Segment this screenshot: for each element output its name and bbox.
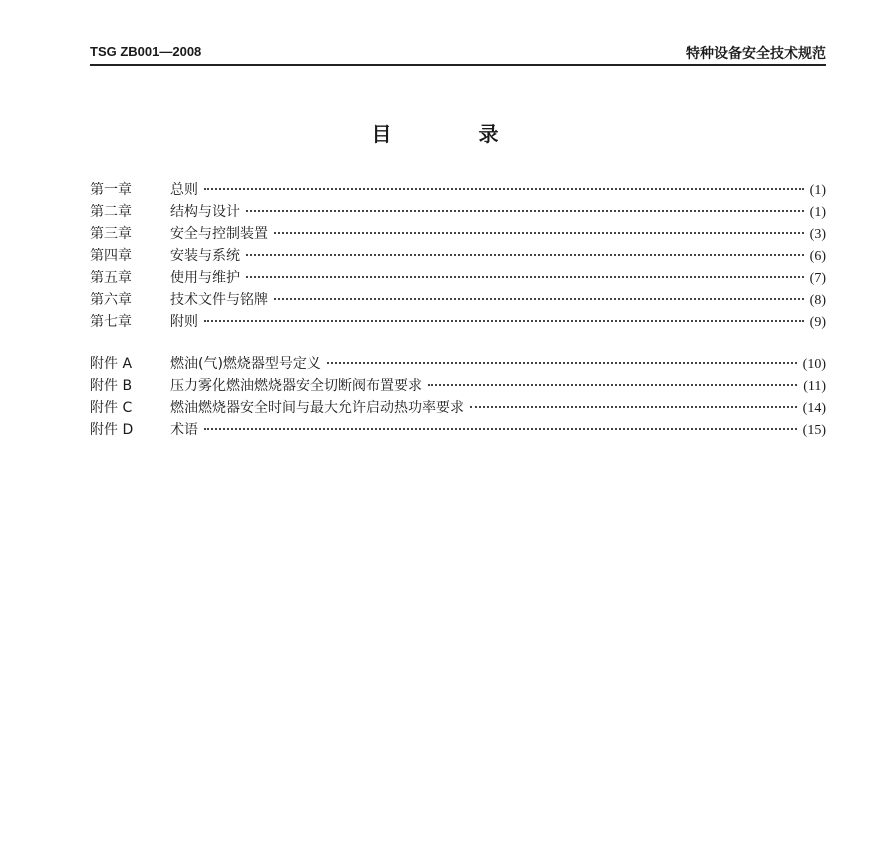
leader-dots bbox=[204, 188, 804, 190]
toc-entry[interactable] bbox=[90, 397, 826, 419]
entry-label: 附件 A bbox=[90, 356, 133, 372]
entry-label: 附件 C bbox=[90, 400, 133, 416]
leader-dots bbox=[204, 428, 797, 430]
leader-dots bbox=[246, 276, 804, 278]
toc-entry[interactable] bbox=[90, 419, 826, 441]
entry-page: (6) bbox=[809, 249, 826, 264]
toc-entry[interactable] bbox=[90, 311, 826, 333]
entry-title: 结构与设计 bbox=[170, 204, 240, 220]
entry-title: 安全与控制装置 bbox=[170, 226, 268, 242]
entry-label: 第七章 bbox=[90, 314, 132, 330]
entry-title: 总则 bbox=[170, 182, 198, 198]
entry-page: (3) bbox=[809, 227, 826, 242]
page-header bbox=[90, 42, 826, 66]
entry-title: 术语 bbox=[170, 422, 198, 438]
entry-title: 技术文件与铭牌 bbox=[170, 292, 268, 308]
leader-dots bbox=[428, 384, 797, 386]
toc-entry[interactable] bbox=[90, 267, 826, 289]
entry-page: (10) bbox=[802, 357, 826, 372]
entry-label: 附件 D bbox=[90, 422, 134, 438]
entry-page: (1) bbox=[809, 205, 826, 220]
entry-page: (9) bbox=[809, 315, 826, 330]
entry-label: 第三章 bbox=[90, 226, 132, 242]
chapter-list bbox=[90, 179, 826, 333]
leader-dots bbox=[204, 320, 804, 322]
series-title: 特种设备安全技术规范 bbox=[686, 46, 826, 62]
entry-page: (7) bbox=[809, 271, 826, 286]
entry-page: (1) bbox=[809, 183, 826, 198]
annex-list bbox=[90, 353, 826, 441]
standard-code: TSG ZB001—2008 bbox=[90, 44, 202, 59]
entry-label: 第二章 bbox=[90, 204, 132, 220]
entry-label: 第六章 bbox=[90, 292, 132, 308]
toc-entry[interactable] bbox=[90, 289, 826, 311]
toc-entry[interactable] bbox=[90, 179, 826, 201]
toc-entry[interactable] bbox=[90, 375, 826, 397]
entry-label: 第四章 bbox=[90, 248, 132, 264]
entry-page: (11) bbox=[803, 379, 826, 394]
entry-title: 安装与系统 bbox=[170, 248, 240, 264]
leader-dots bbox=[246, 210, 804, 212]
entry-title: 燃油(气)燃烧器型号定义 bbox=[170, 356, 321, 372]
leader-dots bbox=[274, 298, 804, 300]
entry-page: (8) bbox=[809, 293, 826, 308]
entry-page: (14) bbox=[802, 401, 826, 416]
leader-dots bbox=[246, 254, 804, 256]
entry-title: 附则 bbox=[170, 314, 198, 330]
leader-dots bbox=[327, 362, 797, 364]
entry-title: 使用与维护 bbox=[170, 270, 240, 286]
entry-title: 燃油燃烧器安全时间与最大允许启动热功率要求 bbox=[170, 400, 464, 416]
entry-title: 压力雾化燃油燃烧器安全切断阀布置要求 bbox=[170, 378, 422, 394]
entry-label: 第五章 bbox=[90, 270, 132, 286]
entry-label: 第一章 bbox=[90, 182, 132, 198]
entry-label: 附件 B bbox=[90, 378, 133, 394]
toc-entry[interactable] bbox=[90, 201, 826, 223]
toc-entry[interactable] bbox=[90, 245, 826, 267]
toc-entry[interactable] bbox=[90, 353, 826, 375]
entry-page: (15) bbox=[802, 423, 826, 438]
leader-dots bbox=[470, 406, 797, 408]
toc-heading: 目 录 bbox=[371, 122, 539, 146]
toc-entry[interactable] bbox=[90, 223, 826, 245]
leader-dots bbox=[274, 232, 804, 234]
